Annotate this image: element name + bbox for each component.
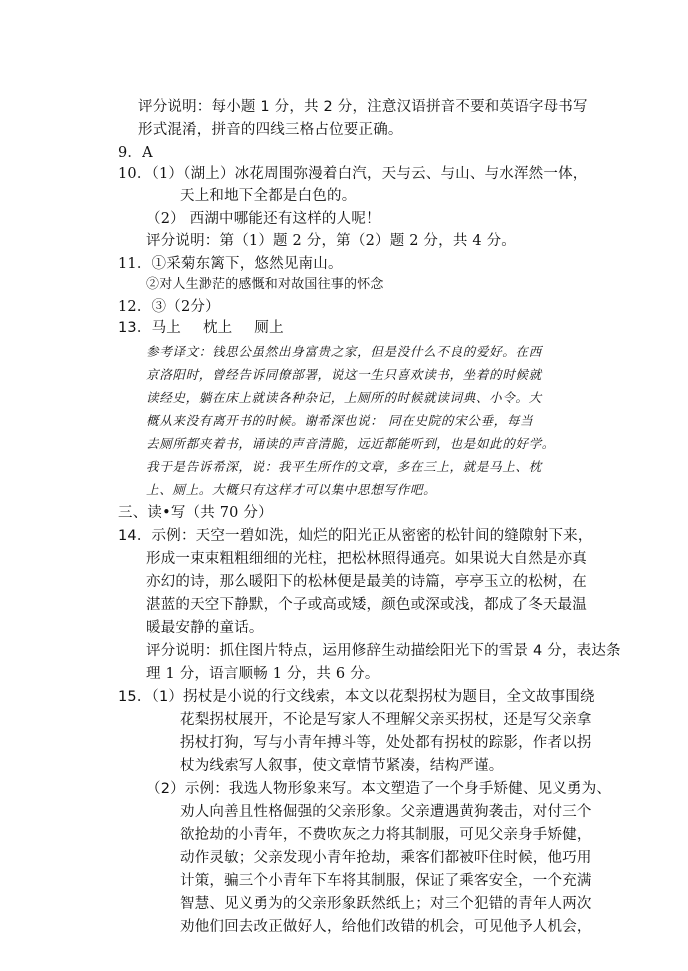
- answer-q10-part2: （2） 西湖中哪能还有这样的人呢！: [146, 211, 381, 227]
- answer-q15-2-line7: 劝他们回去改正做好人，给他们改错的机会，可见他予人机会，: [180, 919, 592, 935]
- answer-q11-line2: ②对人生渺茫的感慨和对故国往事的怀念: [146, 277, 384, 292]
- translation-line-2: 京洛阳时，曾经告诉同僚部署，说这一生只喜欢读书，坐着的时候就: [146, 367, 542, 382]
- answer-q13: [118, 318, 284, 338]
- answer-q15-2-line3: 欲抢劫的小青年，不费吹灰之力将其制服，可见父亲身手矫健，: [180, 827, 592, 843]
- answer-q15-1-line1: 15．（1）拐杖是小说的行文线索，本文以花梨拐杖为题目，全文故事围绕: [118, 689, 595, 705]
- q13-word-3: 厕上: [254, 320, 284, 336]
- answer-q15-1-line4: 杖为线索写人叙事，使文章情节紧凑，结构严谨。: [180, 758, 504, 774]
- answer-q11-line1: 11．①采菊东篱下，悠然见南山。: [118, 256, 343, 272]
- answer-q14-line3: 亦幻的诗，那么暖阳下的松林便是最美的诗篇，亭亭玉立的松树，在: [146, 574, 587, 590]
- answer-q9: 9．A: [118, 145, 153, 161]
- answer-q14-line5: 暖最安静的童话。: [146, 620, 264, 636]
- translation-line-4: 概从来没有离开书的时候。谢希深也说： 同在史院的宋公垂，每当: [146, 413, 534, 428]
- q13-word-2: 枕上: [202, 320, 233, 336]
- scoring-note-q10: 评分说明：第（1）题 2 分，第（2）题 2 分，共 4 分。: [146, 233, 516, 249]
- section-heading-3: 三、读•写（共 70 分）: [118, 505, 273, 521]
- answer-q10-line2: 天上和地下全都是白色的。: [180, 188, 357, 204]
- answer-q15-2-line2: 劝人向善且性格倔强的父亲形象。父亲遭遇黄狗袭击，对付三个: [180, 804, 592, 820]
- translation-line-5: 去厕所都夹着书，诵读的声音清脆，远近都能听到，也是如此的好学。: [146, 436, 556, 451]
- answer-q15-2-line5: 计策，骗三个小青年下车将其制服，保证了乘客安全，一个充满: [180, 873, 592, 889]
- q13-number: 13．: [118, 320, 152, 336]
- answer-q10-line1: 10．（1）（湖上）冰花周围弥漫着白汽，天与云、与山、与水浑然一体，: [118, 166, 588, 182]
- answer-q15-2-line4: 动作灵敏；父亲发现小青年抢劫，乘客们都被吓住时候，他巧用: [180, 850, 592, 866]
- answer-q14-line2: 形成一束束粗粗细细的光柱，把松林照得通亮。如果说大自然是亦真: [146, 551, 587, 567]
- answer-q15-1-line2: 花梨拐杖展开，不论是写家人不理解父亲买拐杖，还是写父亲拿: [180, 712, 592, 728]
- q13-word-1: 马上: [151, 320, 181, 336]
- scoring-note-q8-line2: 形式混淆，拼音的四线三格占位要正确。: [138, 122, 403, 138]
- translation-line-3: 读经史，躺在床上就读各种杂记，上厕所的时候就读词典、小令。大: [146, 390, 542, 405]
- translation-line-1: 参考译文：钱思公虽然出身富贵之家，但是没什么不良的爱好。在西: [146, 344, 542, 359]
- scoring-note-q14-line1: 评分说明：抓住图片特点，运用修辞生动描绘阳光下的雪景 4 分，表达条: [146, 643, 621, 659]
- scoring-note-q14-line2: 理 1 分，语言顺畅 1 分，共 6 分。: [146, 666, 380, 682]
- answer-q14-line4: 湛蓝的天空下静默，个子或高或矮，颜色或深或浅，都成了冬天最温: [146, 597, 587, 613]
- scoring-note-q8-line1: 评分说明：每小题 1 分，共 2 分，注意汉语拼音不要和英语字母书写: [138, 99, 588, 115]
- answer-q15-1-line3: 拐杖打狗，写与小青年搏斗等，处处都有拐杖的踪影，作者以拐: [180, 735, 592, 751]
- answer-q15-2-line1: （2）示例：我选人物形象来写。本文塑造了一个身手矫健、见义勇为、: [146, 781, 612, 797]
- answer-q15-2-line6: 智慧、见义勇为的父亲形象跃然纸上；对三个犯错的青年人两次: [180, 896, 592, 912]
- translation-line-7: 上、厕上。大概只有这样才可以集中思想写作吧。: [146, 482, 437, 497]
- answer-q12: 12．③（2分）: [118, 299, 220, 315]
- answer-q14-line1: 14．示例：天空一碧如洗，灿烂的阳光正从密密的松针间的缝隙射下来，: [118, 528, 593, 544]
- translation-line-6: 我于是告诉希深，说：我平生所作的文章，多在三上，就是马上、枕: [146, 459, 542, 474]
